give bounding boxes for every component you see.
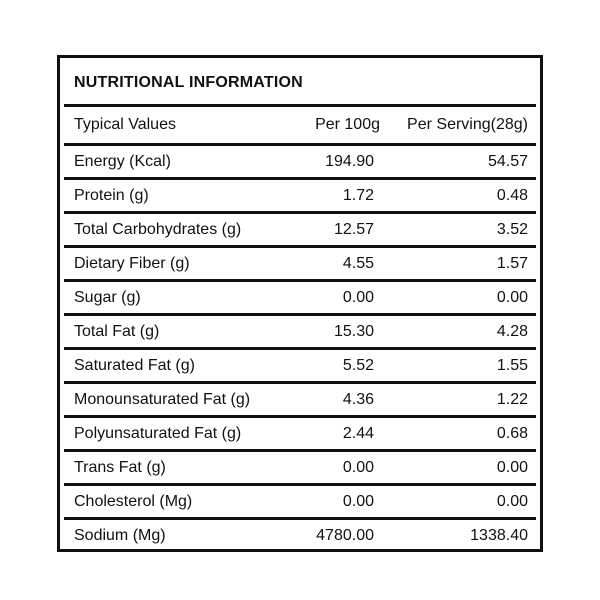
- header-typical-values: Typical Values: [64, 107, 300, 145]
- value-per-100g: 2.44: [300, 417, 374, 451]
- value-per-serving: 3.52: [374, 213, 536, 247]
- value-per-serving: 0.00: [374, 281, 536, 315]
- value-per-serving: 0.00: [374, 451, 536, 485]
- value-per-100g: 0.00: [300, 451, 374, 485]
- table-row: [64, 179, 536, 213]
- value-per-100g: 12.57: [300, 213, 374, 247]
- table-header-row: [64, 107, 536, 145]
- value-per-100g: 0.00: [300, 485, 374, 519]
- value-per-serving: 1.57: [374, 247, 536, 281]
- nutrient-name: Monounsaturated Fat (g): [64, 383, 300, 417]
- header-per-100g-cell: [300, 107, 380, 145]
- value-per-serving: 0.00: [374, 485, 536, 519]
- value-per-serving: 1338.40: [470, 526, 528, 544]
- header-per-100g: Per 100g: [315, 116, 380, 133]
- value-per-100g: 15.30: [300, 315, 374, 349]
- nutrient-name: Total Fat (g): [64, 315, 300, 349]
- value-per-serving: 1.22: [374, 383, 536, 417]
- value-per-100g: 4.55: [300, 247, 374, 281]
- value-per-serving: 54.57: [374, 145, 536, 179]
- value-per-100g: 194.90: [300, 145, 374, 179]
- nutrient-name: Cholesterol (Mg): [64, 485, 300, 519]
- nutrient-name: Saturated Fat (g): [64, 349, 300, 383]
- nutrition-label: [57, 55, 543, 552]
- nutrient-name: Protein (g): [64, 179, 300, 213]
- value-per-100g: 0.00: [300, 281, 374, 315]
- header-per-serving: Per Serving(28g): [374, 107, 536, 145]
- value-per-100g: 4780.00: [316, 526, 374, 544]
- nutrition-table: [64, 107, 536, 551]
- value-per-serving: 1.55: [374, 349, 536, 383]
- value-per-100g: 4.36: [300, 383, 374, 417]
- nutrient-name: Sodium (Mg): [74, 526, 166, 544]
- label-title: NUTRITIONAL INFORMATION: [64, 62, 536, 107]
- nutrient-name: Total Carbohydrates (g): [64, 213, 300, 247]
- table-row: [64, 519, 536, 552]
- table-row: [64, 451, 536, 485]
- table-row: [64, 145, 536, 179]
- table-row: [64, 247, 536, 281]
- table-row: [64, 281, 536, 315]
- value-per-serving: 4.28: [374, 315, 536, 349]
- nutrient-name: Sugar (g): [64, 281, 300, 315]
- nutrient-name: Dietary Fiber (g): [64, 247, 300, 281]
- table-row: [64, 383, 536, 417]
- table-row: [64, 213, 536, 247]
- table-row: [64, 417, 536, 451]
- nutrient-name: Polyunsaturated Fat (g): [64, 417, 300, 451]
- nutrient-name: Trans Fat (g): [64, 451, 300, 485]
- value-per-100g: 5.52: [300, 349, 374, 383]
- table-row: [64, 315, 536, 349]
- table-row: [64, 349, 536, 383]
- nutrient-name: Energy (Kcal): [64, 145, 300, 179]
- value-per-100g: 1.72: [300, 179, 374, 213]
- value-per-serving: 0.48: [374, 179, 536, 213]
- value-per-serving: 0.68: [374, 417, 536, 451]
- table-row: [64, 485, 536, 519]
